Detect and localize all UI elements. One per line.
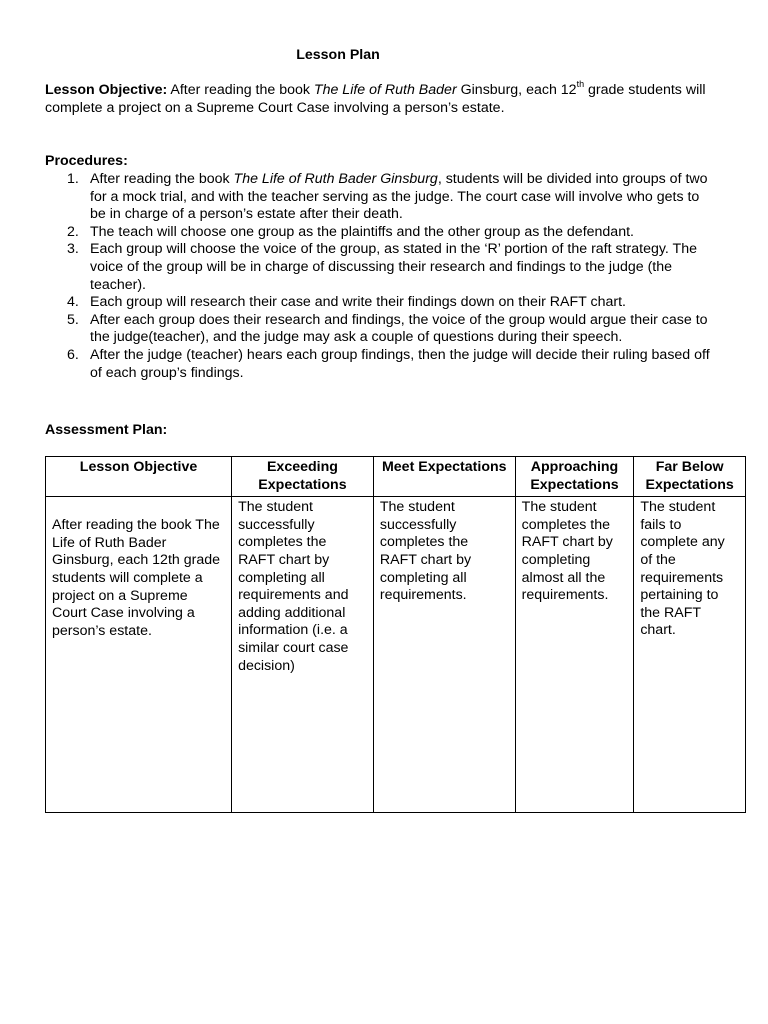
document-title: Lesson Plan [296, 47, 380, 63]
item-text: After each group does their research and findings, the voice of the group would argue their case to the judge(teacher), and the judge may ask a couple of questions during their speech. [90, 311, 708, 346]
table-cell: The student completes the RAFT chart by completing almost all the requirements. [515, 497, 634, 813]
lesson-objective [45, 79, 735, 117]
assessment-rubric-table [45, 456, 746, 813]
list-item [45, 224, 715, 242]
list-number: 3. [67, 241, 79, 258]
column-header: Lesson Objective [46, 457, 232, 497]
table-cell: The student successfully completes the RAFT chart by completing all requirements. [373, 497, 515, 813]
list-item [45, 171, 715, 224]
list-number: 4. [67, 294, 79, 311]
column-header: Meet Expectations [373, 457, 515, 497]
list-number: 5. [67, 311, 79, 328]
column-header: Far Below Expectations [634, 457, 746, 497]
column-header: Approaching Expectations [515, 457, 634, 497]
list-item [45, 312, 715, 347]
objective-text-before: After reading the book [167, 82, 314, 98]
list-item [45, 241, 715, 294]
item-text-post: , students will be divided into groups of two for a mock trial, and with the teacher serving as the judge. The court case will involve who gets to be in charge of a person’s estate after their death. [90, 171, 708, 223]
table-cell: After reading the book The Life of Ruth Bader Ginsburg, each 12th grade students will complete a project on a Supreme Court Case involving a person’s estate. [46, 497, 232, 813]
list-number: 6. [67, 346, 79, 363]
objective-book-title: The Life of Ruth Bader [313, 82, 457, 98]
objective-text-after: grade students will complete a project on a Supreme Court Case involving a person’s estate. [45, 82, 706, 116]
procedures-heading: Procedures: [45, 153, 128, 169]
assessment-heading: Assessment Plan: [45, 422, 168, 438]
item-text: Each group will choose the voice of the group, as stated in the ‘R’ portion of the raft strategy. The voice of the group will be in charge of discussing their research and findings to the judge (the teacher). [90, 241, 697, 293]
table-header-row [46, 457, 746, 497]
table-cell: The student successfully completes the RAFT chart by completing all requirements and adding additional information (i.e. a similar court case decision) [232, 497, 374, 813]
column-header: Exceeding Expectations [232, 457, 374, 497]
table-row [46, 497, 746, 813]
item-text: After the judge (teacher) hears each group findings, then the judge will decide their ruling based off of each group’s findings. [90, 346, 710, 381]
list-number: 1. [67, 171, 79, 187]
list-item [45, 347, 715, 382]
table-cell: The student fails to complete any of the requirements pertaining to the RAFT chart. [634, 497, 746, 813]
item-text: After reading the book [90, 171, 234, 187]
item-italic: The Life of Ruth Bader Ginsburg [233, 171, 438, 187]
list-number: 2. [67, 223, 79, 240]
objective-superscript: th [576, 79, 585, 90]
objective-label: Lesson Objective: [45, 82, 168, 98]
objective-text-mid: Ginsburg, each 12 [456, 82, 577, 98]
item-text: Each group will research their case and write their findings down on their RAFT chart. [90, 294, 626, 311]
list-item [45, 294, 715, 312]
procedures-list [45, 171, 715, 382]
item-text: The teach will choose one group as the plaintiffs and the other group as the defendant. [90, 223, 634, 240]
